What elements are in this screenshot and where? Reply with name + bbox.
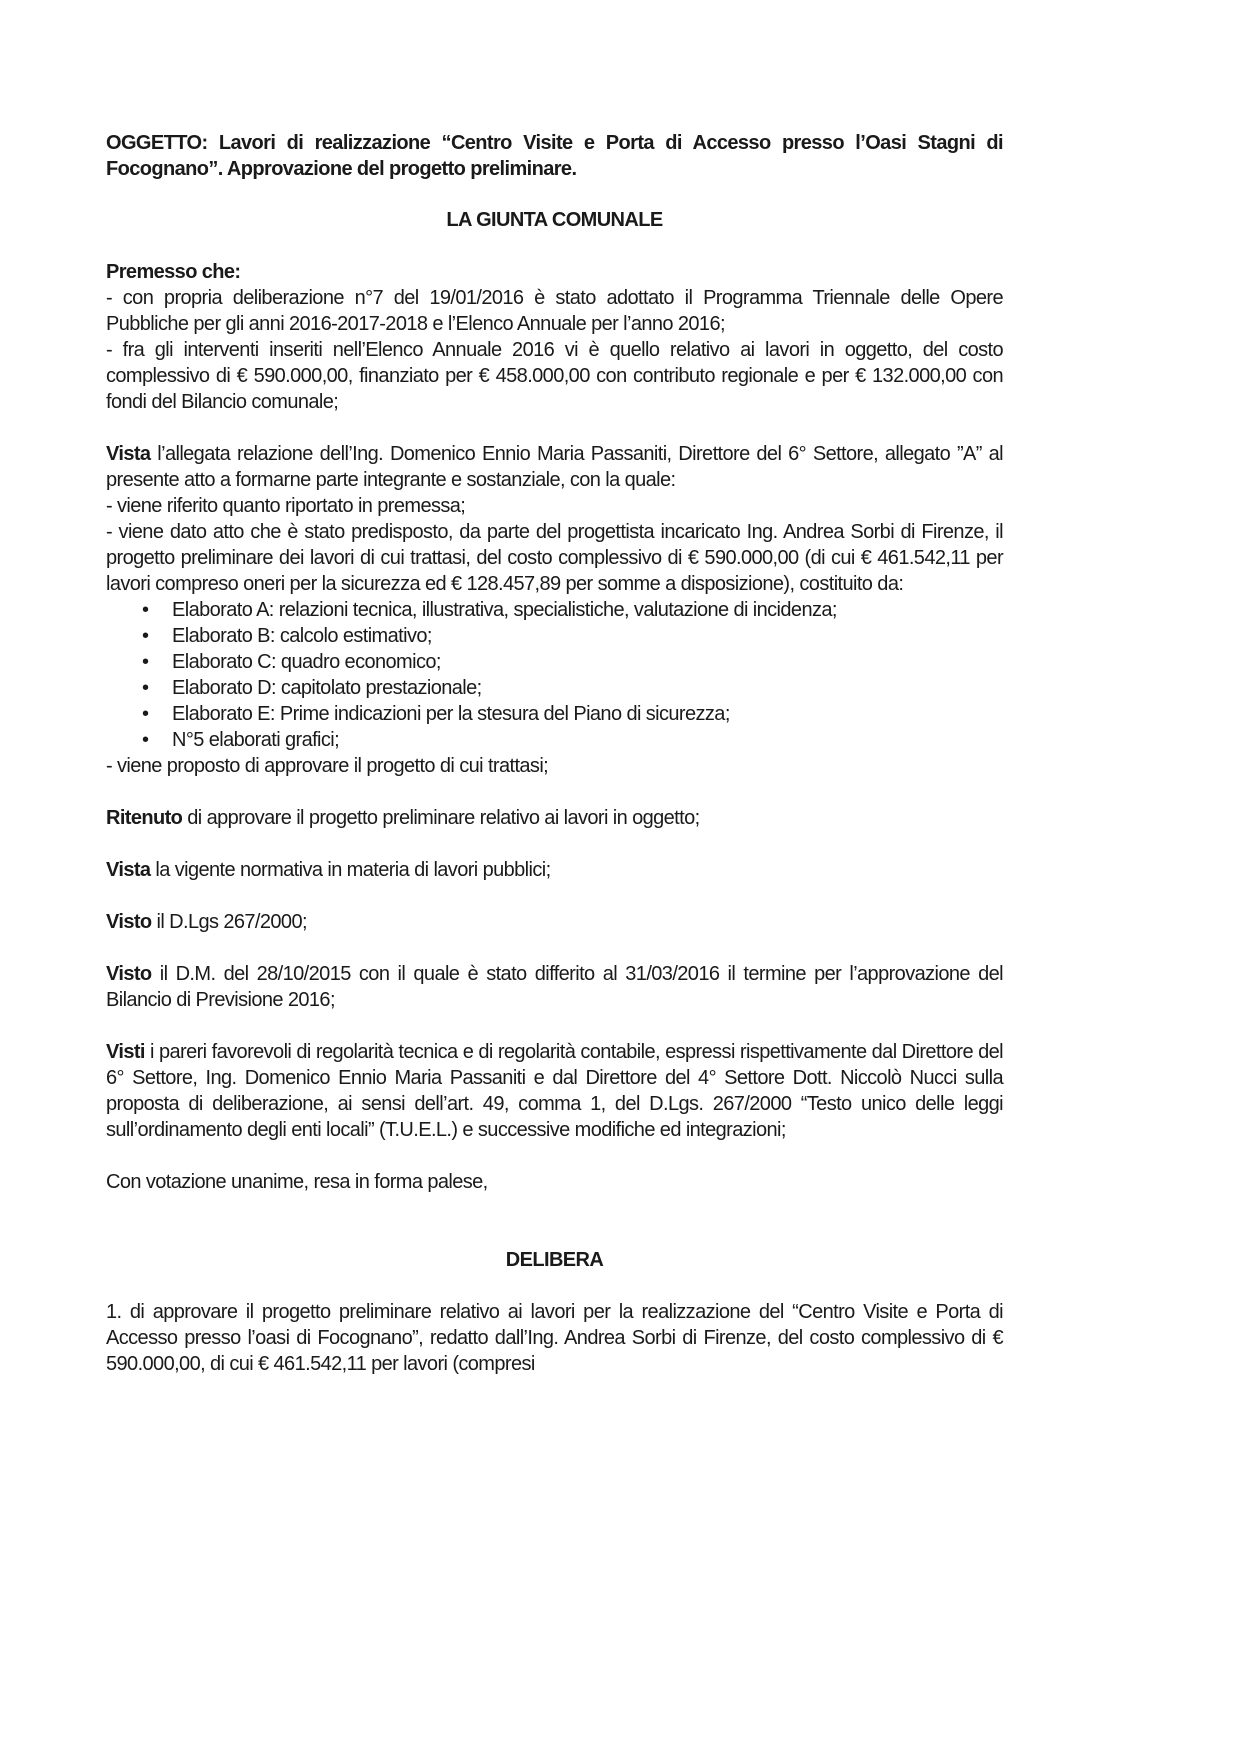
delibera-item: 1. di approvare il progetto preliminare relativo ai lavori per la realizzazione del “Centro Visite e Porta di Accesso presso l’oasi di Focognano”, redatto dall’Ing. Andrea Sorbi di Firenze, del costo complessivo di € 590.000,00, di cui € 461.542,11 per lavori (compresi [106, 1301, 1003, 1375]
premesso-item: - fra gli interventi inseriti nell’Elenco Annuale 2016 vi è quello relativo ai lavori in oggetto, del costo complessivo di € 590.000,00, finanziato per € 458.000,00 con contributo regionale e per € 132.000,00 con fondi del Bilancio comunale; [106, 339, 1003, 413]
premesso-item: - con propria deliberazione n°7 del 19/01/2016 è stato adottato il Programma Triennale delle Opere Pubbliche per gli anni 2016-2017-2018 e l’Elenco Annuale per l’anno 2016; [106, 287, 1003, 335]
vista-relazione-closing: - viene proposto di approvare il progetto di cui trattasi; [106, 755, 549, 777]
ritenuto-paragraph [106, 805, 1003, 831]
vista-label: Vista [106, 443, 151, 465]
visto-dlgs-text: il D.Lgs 267/2000; [151, 911, 307, 933]
document-page [106, 130, 1003, 1377]
elaborato-item: • Elaborato E: Prime indicazioni per la stesura del Piano di sicurezza; [142, 701, 1003, 727]
vista-normativa-text: la vigente normativa in materia di lavori pubblici; [150, 859, 551, 881]
subject-text: Lavori di realizzazione “Centro Visite e Porta di Accesso presso l’Oasi Stagni di Focognano”. Approvazione del progetto preliminare. [106, 132, 1003, 180]
heading-giunta-comunale: LA GIUNTA COMUNALE [446, 209, 663, 231]
ritenuto-text: di approvare il progetto preliminare relativo ai lavori in oggetto; [182, 807, 700, 829]
elaborato-item: • Elaborato A: relazioni tecnica, illustrativa, specialistiche, valutazione di incidenza; [142, 597, 1003, 623]
subject-paragraph [106, 130, 1003, 182]
elaborato-item: • Elaborato C: quadro economico; [142, 649, 1003, 675]
visto-dlgs-paragraph [106, 909, 1003, 935]
visti-pareri-label: Visti [106, 1041, 145, 1063]
elaborato-item: • Elaborato D: capitolato prestazionale; [142, 675, 1003, 701]
heading-delibera: DELIBERA [505, 1249, 604, 1271]
ritenuto-label: Ritenuto [106, 807, 183, 829]
visti-pareri-text: i pareri favorevoli di regolarità tecnica e di regolarità contabile, espressi rispettivamente dal Direttore del 6° Settore, Ing. Domenico Ennio Maria Passaniti e dal Direttore del 4° Settore Dott. Niccolò Nucci sulla proposta di deliberazione, ai sensi dell’art. 49, comma 1, del D.Lgs. 267/2000 “Testo unico delle leggi sull’ordinamento degli enti locali” (T.U.E.L.) e successive modifiche ed integrazioni; [106, 1041, 1003, 1141]
vista-relazione-item: - viene riferito quanto riportato in premessa; [106, 495, 466, 517]
vista-normativa-paragraph [106, 857, 1003, 883]
vista-relazione-text: l’allegata relazione dell’Ing. Domenico Ennio Maria Passaniti, Direttore del 6° Settore, allegato ”A” al presente atto a formarne parte integrante e sostanziale, con la quale: [106, 443, 1003, 491]
visto-dm-label: Visto [106, 963, 152, 985]
visto-dm-text: il D.M. del 28/10/2015 con il quale è stato differito al 31/03/2016 il termine per l’approvazione del Bilancio di Previsione 2016; [106, 963, 1003, 1011]
premesso-title: Premesso che: [106, 261, 241, 283]
elaborati-list [106, 597, 1003, 753]
elaborato-item: • Elaborato B: calcolo estimativo; [142, 623, 1003, 649]
visto-dlgs-label: Visto [106, 911, 152, 933]
vista-normativa-label: Vista [106, 859, 151, 881]
elaborato-item: • N°5 elaborati grafici; [142, 727, 1003, 753]
visti-pareri-paragraph [106, 1039, 1003, 1143]
votazione-paragraph: Con votazione unanime, resa in forma palese, [106, 1171, 488, 1193]
subject-label: OGGETTO: [106, 132, 208, 154]
visto-dm-paragraph [106, 961, 1003, 1013]
vista-relazione-item: - viene dato atto che è stato predisposto, da parte del progettista incaricato Ing. Andrea Sorbi di Firenze, il progetto preliminare dei lavori di cui trattasi, del costo complessivo di € 590.000,00 (di cui € 461.542,11 per lavori compreso oneri per la sicurezza ed € 128.457,89 per somme a disposizione), costituito da: [106, 521, 1003, 595]
vista-relazione-paragraph [106, 441, 1003, 493]
